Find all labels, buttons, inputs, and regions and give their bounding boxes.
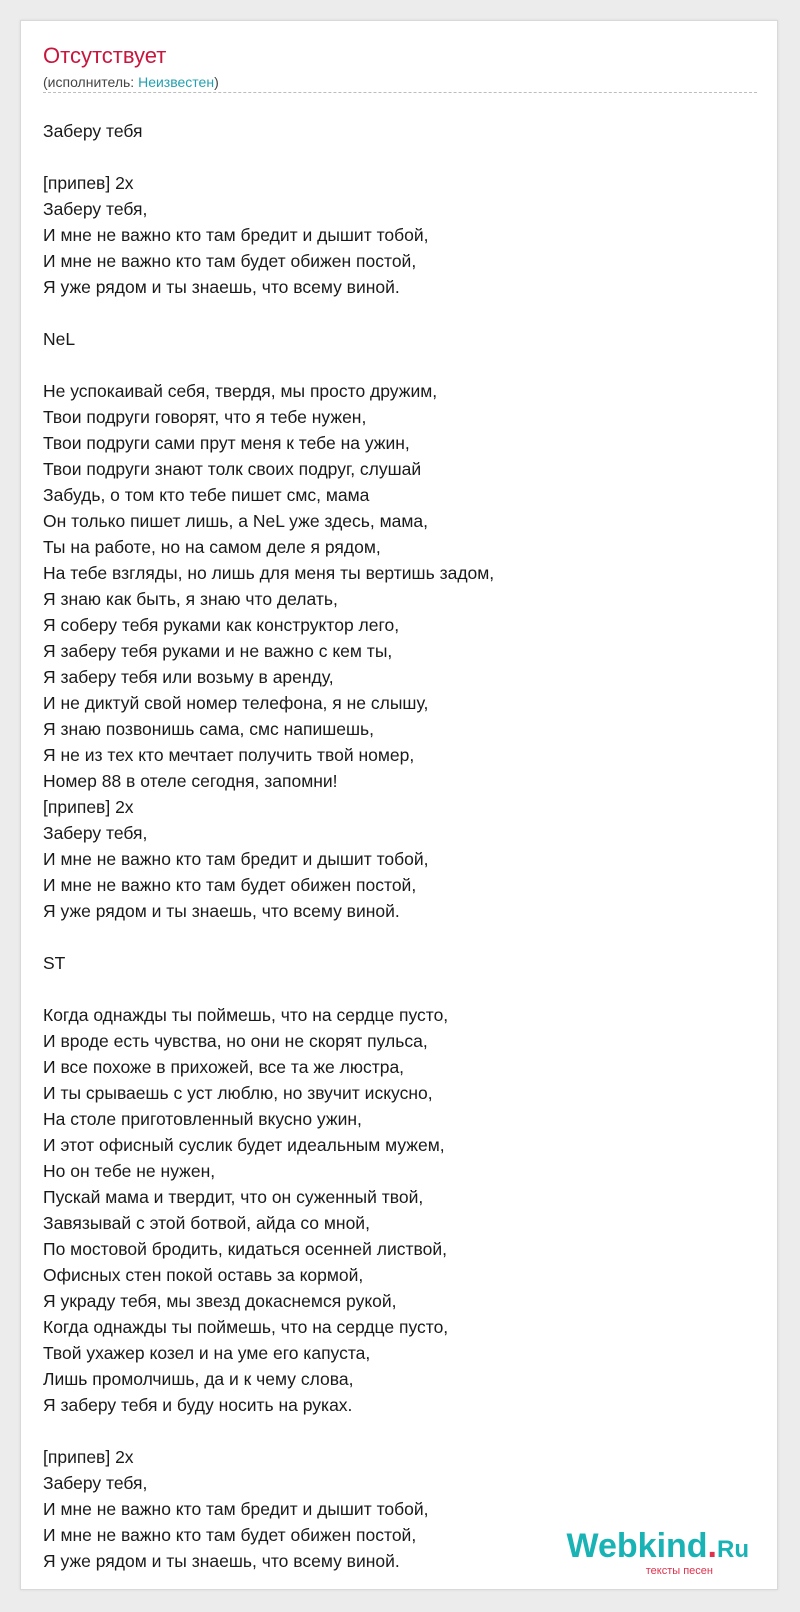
lyric-line: [припев] 2x — [43, 173, 134, 193]
lyric-line: Я знаю как быть, я знаю что делать, — [43, 589, 338, 609]
lyric-line — [43, 144, 743, 170]
lyric-line: Я заберу тебя и буду носить на руках. — [43, 1395, 353, 1415]
lyric-line: [припев] 2x — [43, 1447, 134, 1467]
lyric-line: Завязывай с этой ботвой, айда со мной, — [43, 1213, 370, 1233]
artist-link[interactable]: Неизвестен — [138, 74, 215, 90]
artist-line — [43, 73, 757, 91]
lyric-line: Твои подруги сами прут меня к тебе на ужин, — [43, 433, 410, 453]
lyric-line: И не диктуй свой номер телефона, я не слышу, — [43, 693, 429, 713]
lyric-line: Офисных стен покой оставь за кормой, — [43, 1265, 364, 1285]
lyric-line: Когда однажды ты поймешь, что на сердце пусто, — [43, 1005, 449, 1025]
lyric-line — [43, 300, 743, 326]
artist-prefix: (исполнитель: — [43, 74, 139, 90]
lyrics-card — [20, 20, 778, 1590]
lyric-line: И ты срываешь с уст люблю, но звучит искусно, — [43, 1083, 433, 1103]
lyric-line: На тебе взгляды, но лишь для меня ты вертишь задом, — [43, 563, 495, 583]
lyric-line: Он только пишет лишь, а NeL уже здесь, мама, — [43, 511, 428, 531]
lyric-line: И мне не важно кто там будет обижен постой, — [43, 1525, 417, 1545]
lyric-line: NeL — [43, 329, 76, 349]
lyric-line: Я украду тебя, мы звезд докаснемся рукой, — [43, 1291, 397, 1311]
lyric-line: Забудь, о том кто тебе пишет смс, мама — [43, 485, 370, 505]
logo-tld: Ru — [717, 1536, 749, 1563]
logo-word: Webkind — [566, 1527, 708, 1565]
lyric-line: Заберу тебя, — [43, 823, 148, 843]
lyric-line: И мне не важно кто там будет обижен постой, — [43, 251, 417, 271]
lyric-line — [43, 352, 743, 378]
song-title: Отсутствует — [43, 43, 167, 68]
lyric-line: На столе приготовленный вкусно ужин, — [43, 1109, 362, 1129]
lyric-line: Твои подруги говорят, что я тебе нужен, — [43, 407, 367, 427]
lyric-line — [43, 976, 743, 1002]
lyric-line: Лишь промолчишь, да и к чему слова, — [43, 1369, 354, 1389]
logo-dot: . — [707, 1527, 717, 1565]
lyric-line: Твои подруги знают толк своих подруг, слушай — [43, 459, 422, 479]
lyric-line: По мостовой бродить, кидаться осенней листвой, — [43, 1239, 448, 1259]
lyric-line: Но он тебе не нужен, — [43, 1161, 216, 1181]
lyric-line: Заберу тебя, — [43, 199, 148, 219]
artist-suffix: ) — [214, 74, 219, 90]
logo-wordmark — [567, 1529, 750, 1567]
lyric-line: И мне не важно кто там бредит и дышит тобой, — [43, 225, 429, 245]
lyric-line: Я соберу тебя руками как конструктор лего, — [43, 615, 400, 635]
lyrics-text — [43, 118, 743, 1574]
lyric-line — [43, 924, 743, 950]
lyric-line: И все похоже в прихожей, все та же люстра, — [43, 1057, 405, 1077]
lyric-line: Заберу тебя — [43, 121, 143, 141]
logo-tagline: тексты песен — [645, 1565, 713, 1577]
lyric-line: И мне не важно кто там бредит и дышит тобой, — [43, 1499, 429, 1519]
song-header — [43, 43, 757, 91]
lyric-line: Заберу тебя, — [43, 1473, 148, 1493]
lyric-line: Номер 88 в отеле сегодня, запомни! — [43, 771, 338, 791]
lyric-line: Твой ухажер козел и на уме его капуста, — [43, 1343, 371, 1363]
lyric-line: И мне не важно кто там бредит и дышит тобой, — [43, 849, 429, 869]
header-divider — [43, 92, 757, 93]
lyric-line: Я заберу тебя или возьму в аренду, — [43, 667, 334, 687]
lyric-line: ST — [43, 953, 66, 973]
lyric-line: Не успокаивай себя, твердя, мы просто дружим, — [43, 381, 438, 401]
webkind-logo[interactable] — [567, 1529, 750, 1577]
lyric-line: Я уже рядом и ты знаешь, что всему виной. — [43, 1551, 400, 1571]
lyric-line: Я уже рядом и ты знаешь, что всему виной. — [43, 901, 400, 921]
lyric-line: Ты на работе, но на самом деле я рядом, — [43, 537, 381, 557]
lyric-line: И вроде есть чувства, но они не скорят пульса, — [43, 1031, 428, 1051]
lyric-line: И этот офисный суслик будет идеальным мужем, — [43, 1135, 445, 1155]
lyric-line: Я не из тех кто мечтает получить твой номер, — [43, 745, 415, 765]
lyric-line: И мне не важно кто там будет обижен постой, — [43, 875, 417, 895]
lyric-line: Я знаю позвонишь сама, смс напишешь, — [43, 719, 375, 739]
lyric-line: Когда однажды ты поймешь, что на сердце пусто, — [43, 1317, 449, 1337]
lyric-line: Пускай мама и твердит, что он суженный твой, — [43, 1187, 424, 1207]
lyric-line: Я заберу тебя руками и не важно с кем ты, — [43, 641, 393, 661]
lyric-line: [припев] 2x — [43, 797, 134, 817]
lyric-line — [43, 1418, 743, 1444]
lyric-line: Я уже рядом и ты знаешь, что всему виной. — [43, 277, 400, 297]
